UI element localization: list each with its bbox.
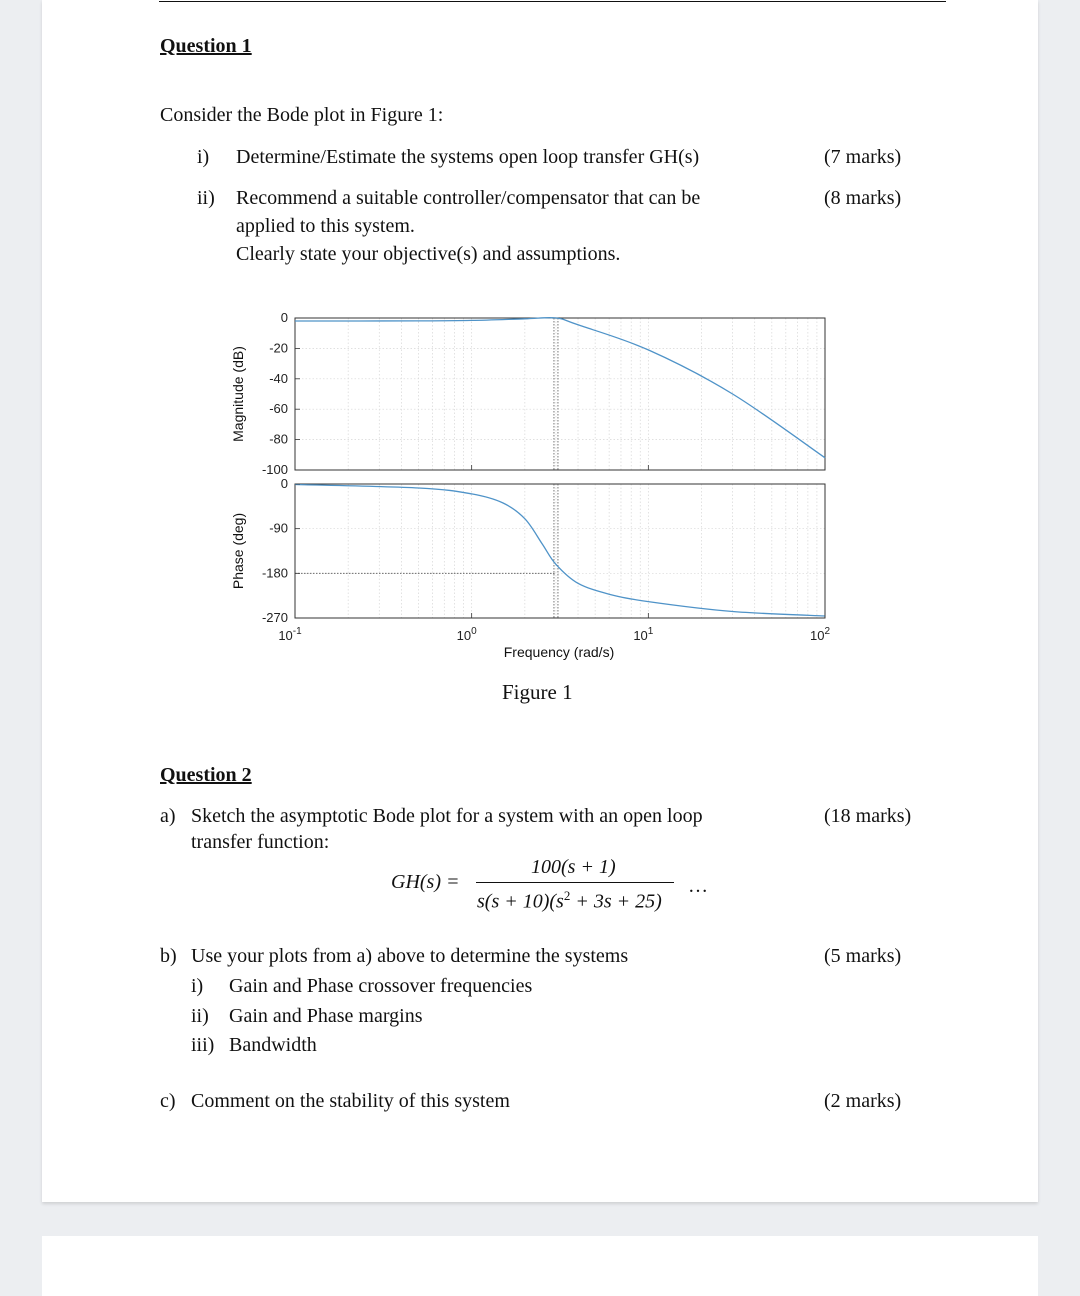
q2a-label: a) bbox=[160, 805, 176, 827]
y-tick-label: -270 bbox=[261, 610, 288, 625]
y-tick-label: -80 bbox=[269, 431, 288, 447]
q2b-item-3-text: Bandwidth bbox=[229, 1034, 317, 1056]
x-tick-exponent: 1 bbox=[647, 626, 654, 637]
x-tick-label bbox=[810, 626, 830, 643]
q2c-label: c) bbox=[160, 1090, 176, 1112]
x-tick-base: 10 bbox=[278, 628, 293, 643]
equation-lhs: GH(s) = bbox=[391, 871, 460, 893]
magnitude-y-tick-labels bbox=[262, 310, 300, 477]
q2b-item-2-text: Gain and Phase margins bbox=[229, 1005, 423, 1027]
q2a-line-2: transfer function: bbox=[191, 831, 330, 853]
q1-item-2-marks: (8 marks) bbox=[824, 187, 902, 209]
figure-1-caption: Figure 1 bbox=[502, 680, 573, 704]
q2b-item-3-number: iii) bbox=[191, 1034, 215, 1056]
x-tick-label bbox=[278, 626, 302, 643]
y-tick-label: -180 bbox=[261, 565, 288, 581]
q2a-line-1: Sketch the asymptotic Bode plot for a system with an open loop bbox=[191, 805, 703, 827]
phase-axes-box bbox=[295, 484, 825, 618]
q2b-label: b) bbox=[160, 945, 177, 967]
x-tick-exponent: 2 bbox=[824, 626, 831, 637]
phase-axis-label: Phase (deg) bbox=[230, 512, 246, 590]
q1-item-2-line-1: Recommend a suitable controller/compensator that can be bbox=[236, 187, 701, 209]
q2b-marks: (5 marks) bbox=[824, 945, 902, 967]
x-tick-exponent: 0 bbox=[471, 626, 477, 637]
q2b-item-2-number: ii) bbox=[191, 1005, 209, 1027]
q2b-text: Use your plots from a) above to determine the systems bbox=[191, 945, 629, 967]
phase-series-line bbox=[295, 485, 825, 617]
q1-item-1-number: i) bbox=[197, 146, 210, 168]
equation-denominator bbox=[477, 888, 662, 914]
denominator-exponent: 2 bbox=[563, 888, 571, 903]
x-tick-label bbox=[633, 626, 653, 643]
equation-fraction-bar bbox=[476, 882, 674, 883]
equation-ellipsis: … bbox=[688, 875, 708, 897]
magnitude-axis-label: Magnitude (dB) bbox=[230, 346, 246, 442]
question-1-heading: Question 1 bbox=[160, 35, 252, 57]
magnitude-series-line bbox=[295, 318, 825, 458]
y-tick-label: 0 bbox=[280, 310, 288, 325]
q2c-text: Comment on the stability of this system bbox=[191, 1090, 510, 1112]
q1-item-2-line-3: Clearly state your objective(s) and assumptions. bbox=[236, 243, 621, 265]
x-tick-label bbox=[457, 626, 477, 643]
y-tick-label: -60 bbox=[269, 401, 288, 417]
phase-y-tick-labels bbox=[262, 476, 300, 625]
magnitude-grid bbox=[295, 318, 825, 470]
y-tick-label: -100 bbox=[261, 462, 288, 477]
y-tick-label: -20 bbox=[269, 340, 288, 356]
x-tick-exponent: -1 bbox=[292, 626, 302, 637]
equation-numerator: 100(s + 1) bbox=[531, 856, 616, 878]
phase-grid bbox=[295, 484, 825, 618]
q2b-item-1-text: Gain and Phase crossover frequencies bbox=[229, 975, 533, 997]
q1-item-1-text: Determine/Estimate the systems open loop transfer GH(s) bbox=[236, 146, 700, 168]
q2b-item-1-number: i) bbox=[191, 975, 204, 997]
y-tick-label: -90 bbox=[269, 520, 288, 536]
x-tick-base: 10 bbox=[809, 628, 825, 643]
x-tick-base: 10 bbox=[456, 628, 472, 643]
denominator-part-b: + 3s + 25) bbox=[570, 890, 662, 913]
frequency-axis-label: Frequency (rad/s) bbox=[503, 644, 615, 660]
magnitude-axes-box bbox=[295, 318, 825, 470]
question-2-heading: Question 2 bbox=[160, 764, 252, 786]
q2a-marks: (18 marks) bbox=[824, 805, 912, 827]
x-tick-labels bbox=[278, 465, 830, 643]
next-page bbox=[42, 1236, 1038, 1296]
denominator-part-a: s(s + 10)(s bbox=[477, 890, 564, 913]
y-tick-label: 0 bbox=[280, 476, 288, 491]
frequency-marker-lines bbox=[295, 318, 560, 618]
question-1-intro: Consider the Bode plot in Figure 1: bbox=[160, 104, 444, 126]
q1-item-2-line-2: applied to this system. bbox=[236, 215, 415, 237]
x-tick-base: 10 bbox=[633, 628, 648, 643]
q2c-marks: (2 marks) bbox=[824, 1090, 902, 1112]
q1-item-1-marks: (7 marks) bbox=[824, 146, 902, 168]
q1-item-2-number: ii) bbox=[197, 187, 215, 209]
y-tick-label: -40 bbox=[269, 370, 288, 386]
